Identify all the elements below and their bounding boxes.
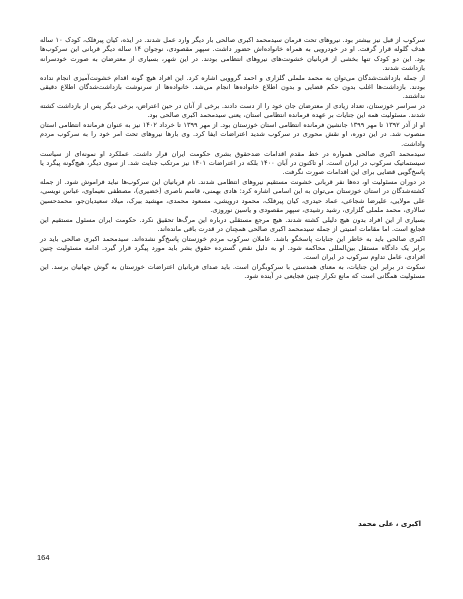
paragraph-1: سرکوب از قبل نیز بیشتر بود. نیروهای تحت فرمان سیدمحمد اکبری صالحی بار دیگر وارد عمل شدند. در ایذه، کیان پیرفلک، کودک ۱۰ ساله هدف گلوله قرار گرفت. او در خودرویی به همراه خانواده‌اش حضور داشت. سپهر مقصودی، نوجوان ۱۴ ساله دیگر قربانی این سرکوب‌ها بود. این دو کودک تنها بخشی از قربانیان خشونت‌های نیروهای انتظامی بودند. در این شهر، بسیاری از معترضان به صورت خودسرانه بازداشت شدند. [40, 36, 425, 72]
paragraph-3: در سراسر خوزستان، تعداد زیادی از معترضان جان خود را از دست دادند. برخی از آنان در حین اعتراض، برخی دیگر پس از بازداشت کشته شدند. مسئولیت همه این جنایات بر عهده فرمانده انتظامی استان، یعنی سیدمحمد اکبری صالحی بود. [40, 102, 425, 120]
paragraph-6: در دوران مسئولیت او، ده‌ها نفر قربانی خشونت مستقیم نیروهای انتظامی شدند. نام قربانیان این سرکوب‌ها نباید فراموش شود. از جمله کشته‌شدگان در استان خوزستان می‌توان به این اسامی اشاره کرد: هادی بهمنی، قاسم ناصری (خضیری)، مصطفی نعیماوی، عباس نویسی، علی مولایی، علیرضا شجاعی، عماد حیدری، کیان پیرفلک، محمود درویشی، مسعود محمدی، مهشید بیرک، میلاد سعیدیان‌جو، محمدحسین سالاری، محمد ململی گلزاری، رشید رشیدی، سپهر مقصودی و یاسین نوروزی. [40, 177, 425, 214]
paragraph-4: او از آذر ۱۳۹۲ تا مهر ۱۳۹۹ جانشین فرمانده انتظامی استان خوزستان بود. از مهر ۱۳۹۹ تا خرداد ۱۴۰۲ نیز به عنوان فرمانده انتظامی استان منصوب شد. در این دوره، او نقش محوری در سرکوب شدید اعتراضات ایفا کرد. وی بارها نیروهای تحت امر خود را به سرکوب مردم واداشت. [40, 121, 425, 148]
paragraph-5: سیدمحمد اکبری صالحی همواره در خط مقدم اقدامات ضدحقوق بشری حکومت ایران قرار داشت. عملکرد او نمونه‌ای از سیاست سیستماتیک سرکوب در ایران است. او تاکنون در آبان ۱۴۰۰ بلکه در اعتراضات ۱۴۰۱ نیز مرتکب جنایت شد. از سوی دیگر، هیچ‌گونه پیگرد یا پاسخ‌گویی قضایی برای این اقدامات صورت نگرفت. [40, 149, 425, 177]
paragraph-2: از جمله بازداشت‌شدگان می‌توان به محمد ململی گلزاری و احمد گروویی اشاره کرد. این افراد هیچ گونه اقدام خشونت‌آمیزی انجام نداده بودند. بازداشت‌ها اغلب بدون حکم قضایی و بدون اطلاع خانواده‌ها انجام می‌شد. خانواده‌ها از سرنوشت بازداشت‌شدگان اطلاع دقیقی نداشتند. [40, 73, 425, 101]
paragraph-9: سکوت در برابر این جنایات، به معنای همدستی با سرکوبگران است. باید صدای قربانیان اعتراضات خوزستان به گوش جهانیان برسد. این مسئولیت همگانی است که مانع تکرار چنین فجایعی در آینده شود. [40, 263, 425, 281]
author-name: اکبری ، علی محمد [358, 520, 421, 528]
paragraph-8: اکبری صالحی باید به خاطر این جنایات پاسخگو باشد. عاملان سرکوب مردم خوزستان پاسخ‌گو نشده‌اند. سیدمحمد اکبری صالحی باید در برابر یک دادگاه مستقل بین‌المللی محاکمه شود. او به دلیل نقض گسترده حقوق بشر باید مورد پیگرد قرار گیرد. ادامه مسئولیت چنین افرادی، عامل تداوم سرکوب در ایران است. [40, 234, 425, 262]
document-page [40, 36, 425, 282]
paragraph-7: بسیاری از این افراد بدون هیچ دلیلی کشته شدند. هیچ مرجع مستقلی درباره این مرگ‌ها تحقیق نکرد. حکومت ایران مسئول مستقیم این فجایع است. اما مقامات امنیتی از جمله سیدمحمد اکبری صالحی همچنان در قدرت باقی مانده‌اند. [40, 215, 425, 233]
page-number: 164 [37, 553, 50, 562]
